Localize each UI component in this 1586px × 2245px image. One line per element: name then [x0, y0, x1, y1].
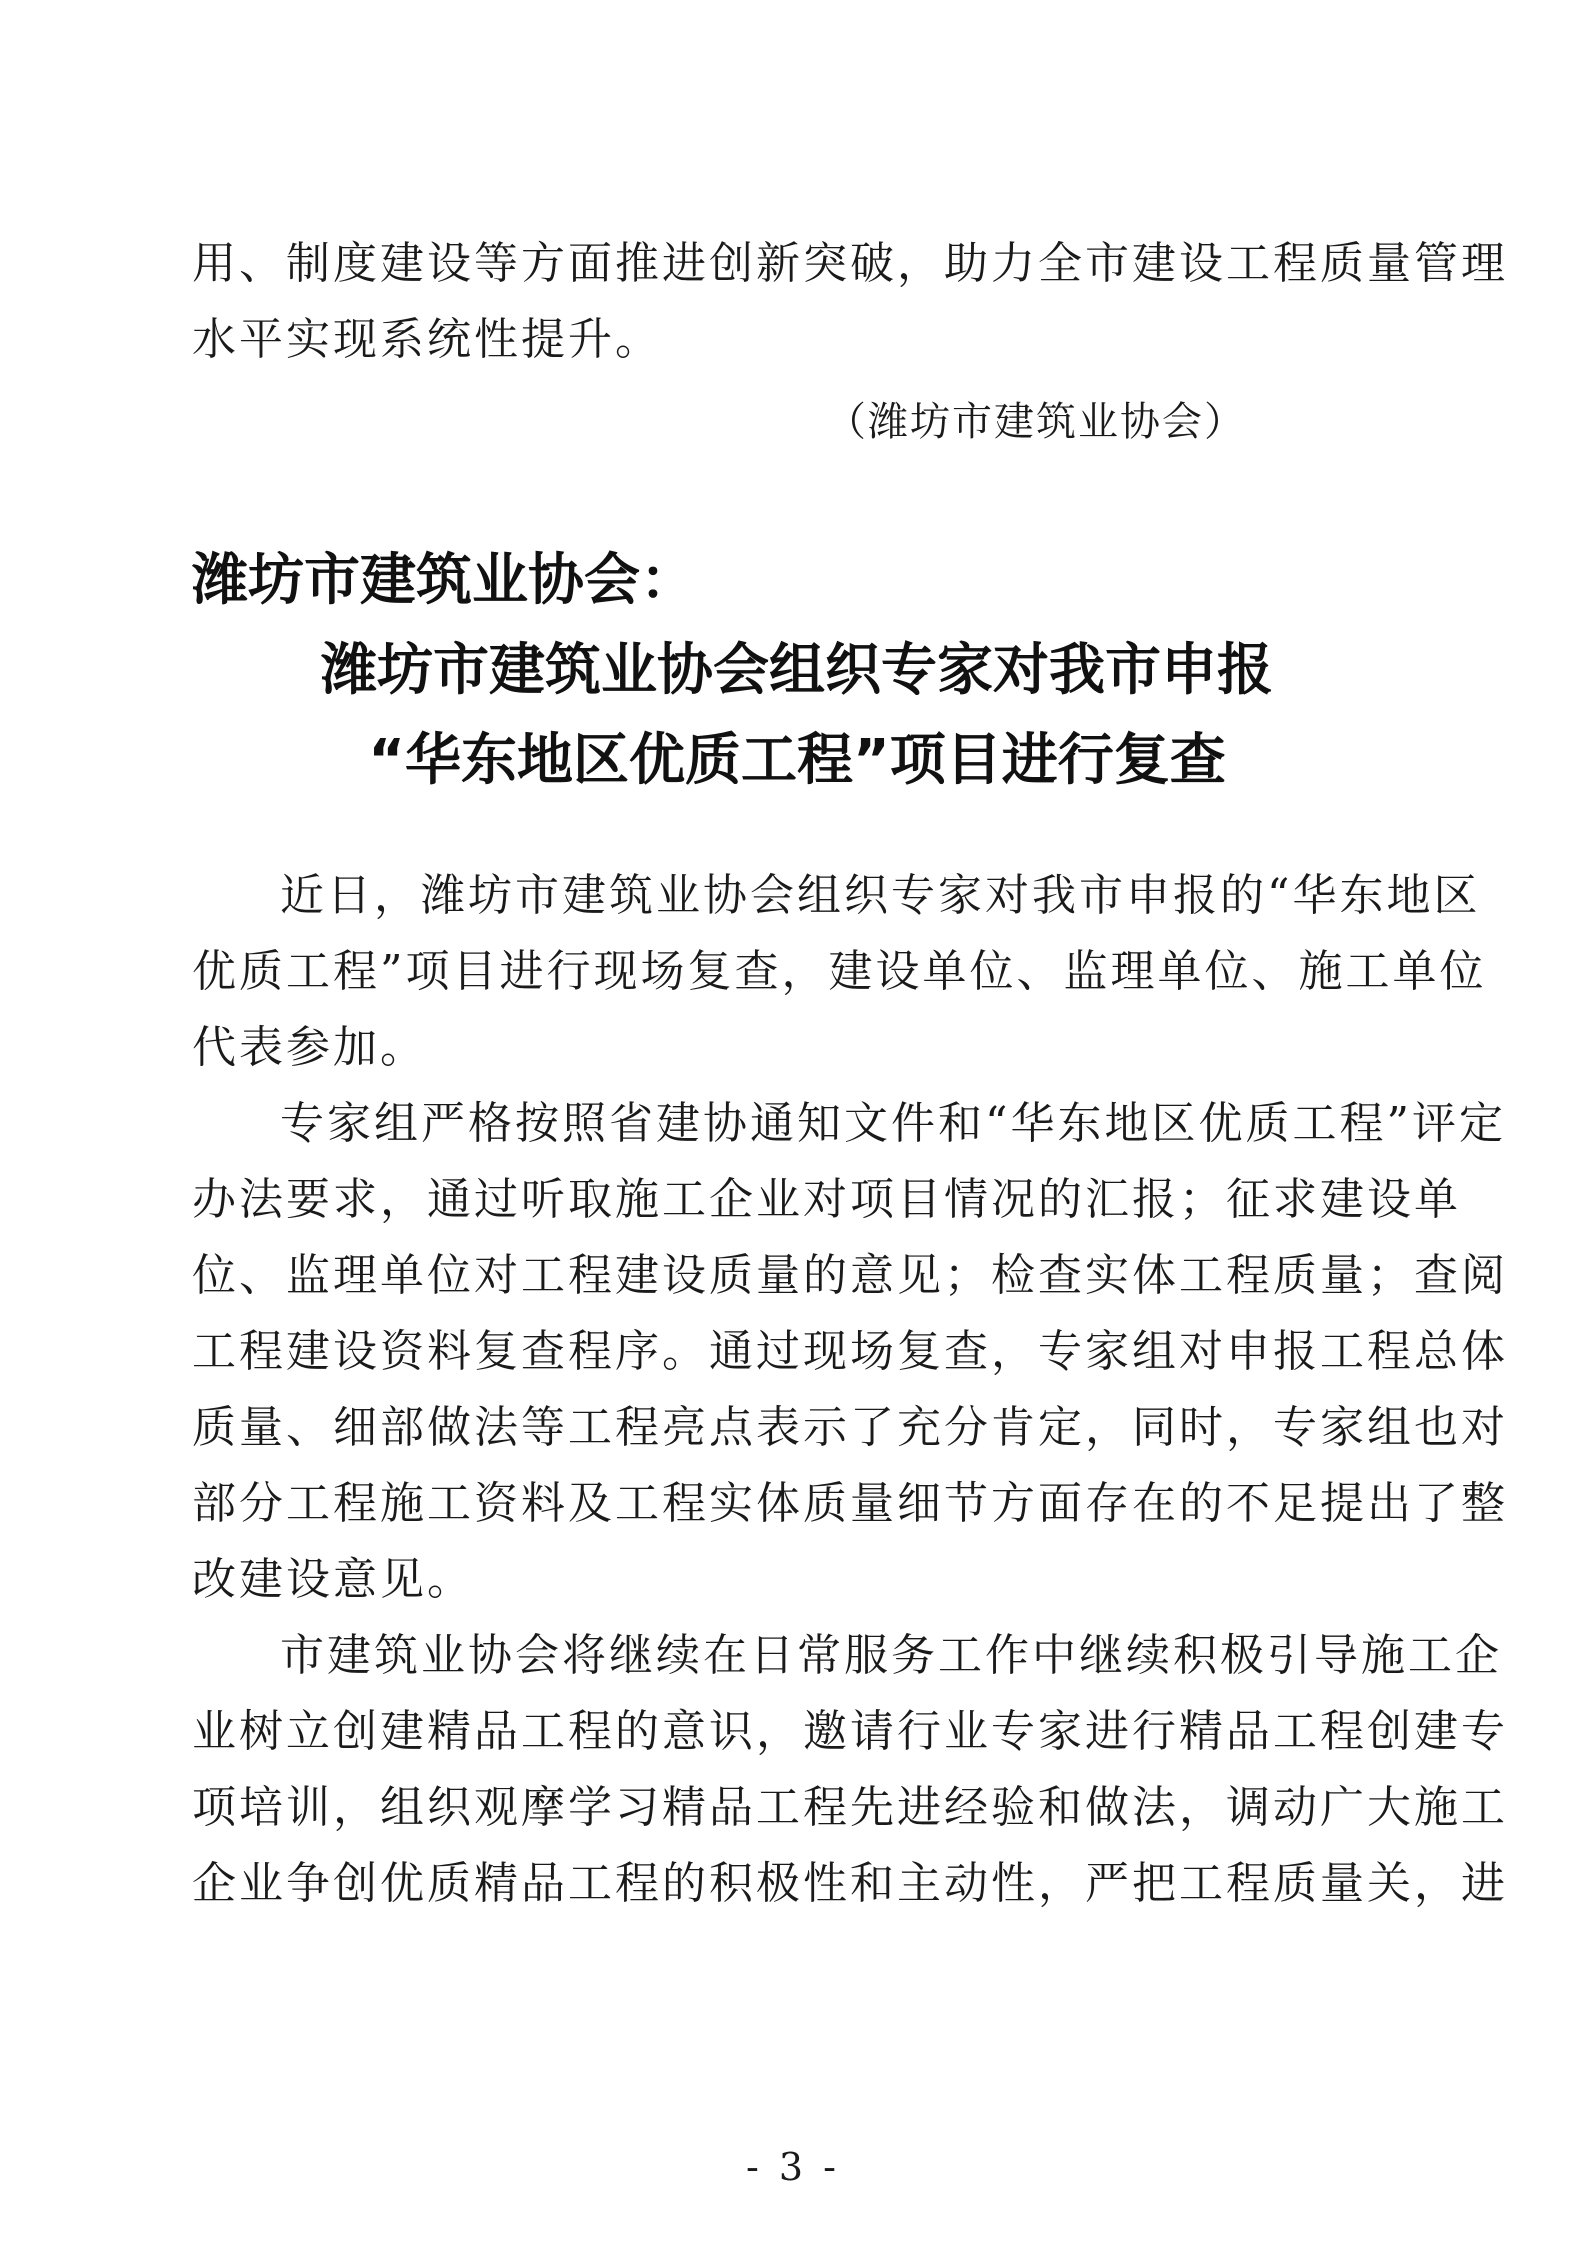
heading-title-line: “华东地区优质工程”项目进行复查 [368, 728, 1226, 793]
page-number: - 3 - [745, 2145, 840, 2189]
text-line: 用、制度建设等方面推进创新突破，助力全市建设工程质量管理 [192, 238, 1508, 289]
text-line: 市建筑业协会将继续在日常服务工作中继续积极引导施工企 [280, 1630, 1502, 1681]
text-line: 近日，潍坊市建筑业协会组织专家对我市申报的“华东地区 [280, 870, 1481, 921]
text-line: 工程建设资料复查程序。通过现场复查，专家组对申报工程总体 [192, 1326, 1508, 1377]
paragraph [192, 1086, 1508, 1618]
text-line: 改建设意见。 [192, 1554, 474, 1605]
text-line: 水平实现系统性提升。 [192, 314, 662, 365]
source-attribution: （潍坊市建筑业协会） [826, 399, 1246, 445]
paragraph [192, 858, 1487, 1086]
text-line: 部分工程施工资料及工程实体质量细节方面存在的不足提出了整 [192, 1478, 1508, 1529]
text-line: 优质工程”项目进行现场复查，建设单位、监理单位、施工单位 [192, 946, 1487, 997]
article-heading [192, 536, 1402, 806]
text-line: 办法要求，通过听取施工企业对项目情况的汇报；征求建设单 [192, 1174, 1461, 1225]
text-line: 项培训，组织观摩学习精品工程先进经验和做法，调动广大施工 [192, 1782, 1508, 1833]
heading-organization: 潍坊市建筑业协会： [192, 548, 696, 613]
text-line: 位、监理单位对工程建设质量的意见；检查实体工程质量；查阅 [192, 1250, 1508, 1301]
text-line: 代表参加。 [192, 1022, 427, 1073]
paragraph [192, 1618, 1508, 1922]
continued-paragraph [192, 226, 1508, 378]
text-line: 专家组严格按照省建协通知文件和“华东地区优质工程”评定 [280, 1098, 1506, 1149]
text-line: 企业争创优质精品工程的积极性和主动性，严把工程质量关，进 [192, 1858, 1508, 1909]
text-line: 质量、细部做法等工程亮点表示了充分肯定，同时，专家组也对 [192, 1402, 1508, 1453]
article-body [192, 858, 1508, 1922]
heading-title-line: 潍坊市建筑业协会组织专家对我市申报 [321, 638, 1273, 703]
text-line: 业树立创建精品工程的意识，邀请行业专家进行精品工程创建专 [192, 1706, 1508, 1757]
